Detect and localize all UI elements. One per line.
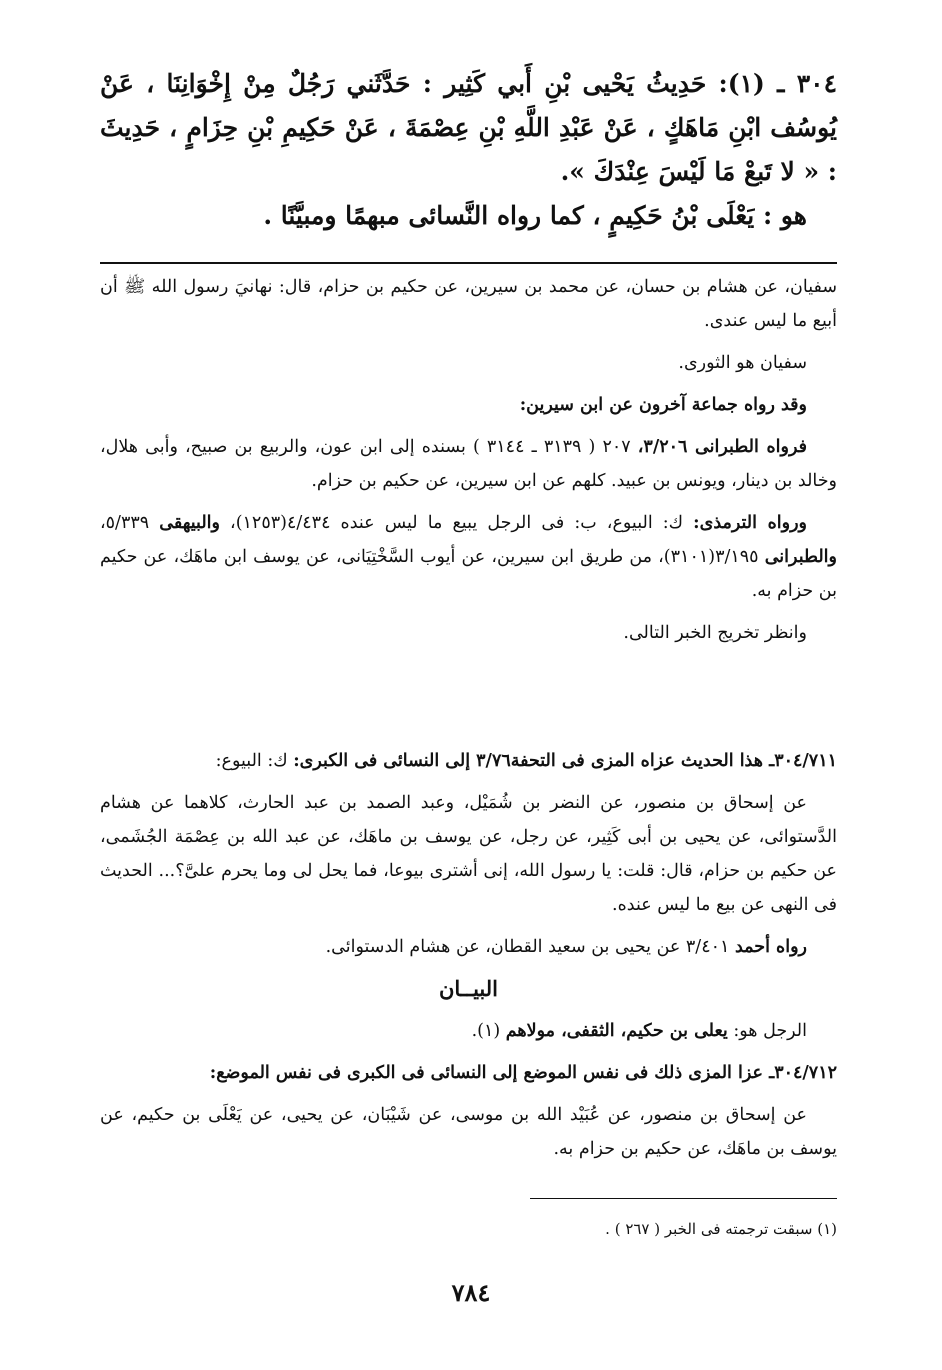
hadith-entry-304: ٣٠٤ ـ (١): حَدِيثُ يَحْيى بْنِ أَبي كَثِير : حَدَّثَني رَجُلٌ مِنْ إِخْوَانِنَا ، عَنْ يُوسُف ابْنِ مَاهَكٍ ، عَنْ عَبْدِ اللَّهِ بْنِ عِصْمَةَ ، عَنْ حَكِيمِ بْنِ حِزَامٍ ، حَدِيثَ : « لا تَبعْ مَا لَيْسَ عِنْدَكَ ». [100,69,838,186]
main-text-section [100,62,837,238]
note-sufyan: سفيان هو الثورى. [678,353,807,373]
footnote-divider [530,1198,837,1199]
entry-712-text: عن إسحاق بن منصور، عن عُبَيْد الله بن موسى، عن شَيْبَان، عن يحيى، عن يَعْلَى بن حكيم، عن يوسف بن ماهَك، عن حكيم بن حزام به. [100,1105,837,1159]
entry-711-heading: ٣٠٤/٧١١ـ هذا الحديث عزاه المزى فى التحفة٣/٧٦ إلى النسائى فى الكبرى: ك: البيوع: [215,751,837,771]
entry-711-text: عن إسحاق بن منصور، عن النضر بن شُمَيْل، وعبد الصمد بن عبد الحارث، كلاهما عن هشام الدَّستوائى، عن يحيى بن أبى كَثِير، عن رجل، عن يوسف بن ماهَك، عن عبد الله بن عِصْمَة الجُشَمى، عن حكيم بن حزام، قال: قلت: يا رسول الله، إنى أشترى بيوعا، فما يحل لى وما يحرم علىَّ؟... الحديث فى النهى عن بيع ما ليس عنده. [100,793,837,915]
hadith-explanation: هو : يَعْلَى بْنُ حَكِيمٍ ، كما رواه النَّسائى مبهمًا ومبيَّنًا . [263,201,807,230]
entry-711-ahmad: رواه أحمد ٣/٤٠١ عن يحيى بن سعيد القطان، عن هشام الدستوائى. [325,937,807,957]
source-tabarani: فرواه الطبرانى ٣/٢٠٦، [637,437,807,457]
footnote: (١) سبقت ترجمته فى الخبر ( ٢٦٧ ) . [605,1220,837,1238]
note-others-heading: وقد رواه جماعة آخرون عن ابن سيرين: [519,395,807,415]
entry-711-section [100,744,837,1174]
bayan-heading: البيــان [438,976,499,1001]
entry-712-heading: ٣٠٤/٧١٢ـ عزا المزى ذلك فى نفس الموضع إلى النسائى فى الكبرى فى نفس الموضع: [209,1063,837,1083]
note-tirmidhi: ورواه الترمذى: ك: البيوع، ب: فى الرجل يبيع ما ليس عنده ٤/٤٣٤(١٢٥٣)، والبيهقى ٥/٣٣٩، والطبرانى ٣/١٩٥(٣١٠١)، من طريق ابن سيرين، عن أيوب السَّخْتِيَانى، عن يوسف ابن ماهَك، عن حكيم بن حزام به. [100,513,837,601]
note-isnad: سفيان، عن هشام بن حسان، عن محمد بن سيرين، عن حكيم بن حزام، قال: نهانيَ رسول الله ﷺ أن أبيع ما ليس عندى. [100,277,837,331]
bayan-text: الرجل هو: يعلى بن حكيم، الثقفى، مولاهم (١). [471,1021,807,1041]
note-tabarani: فرواه الطبرانى ٣/٢٠٦، ٢٠٧ ( ٣١٣٩ ـ ٣١٤٤ ) بسنده إلى ابن عون، والربيع بن صبيح، وأبى هلال، وخالد بن دينار، ويونس بن عبيد. كلهم عن ابن سيرين، عن حكيم بن حزام. [100,437,837,491]
page-number: ٧٨٤ [451,1278,491,1307]
notes-section [100,270,837,658]
notes-divider [100,262,837,264]
note-see-next: وانظر تخريج الخبر التالى. [623,623,807,643]
